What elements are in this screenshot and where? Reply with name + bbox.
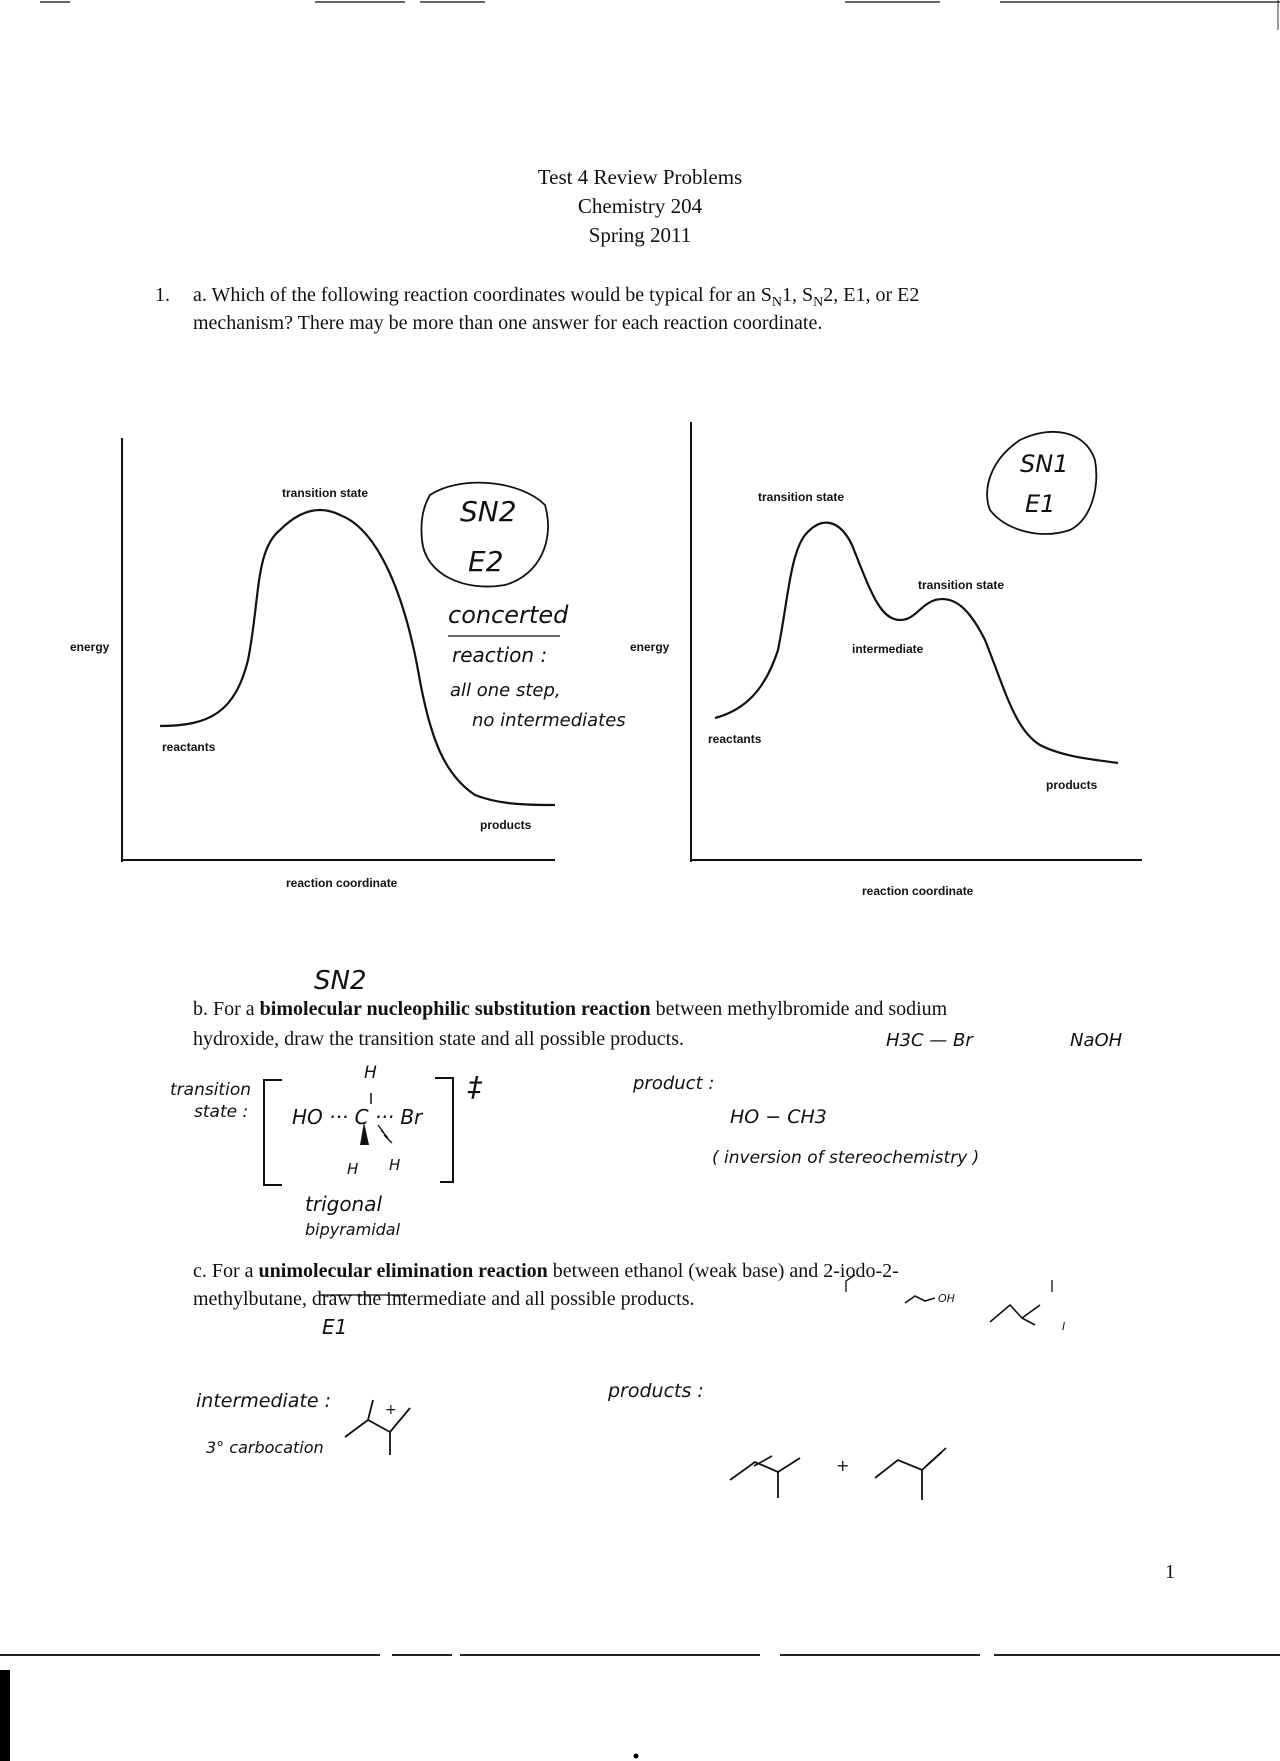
intermediate-skeleton (345, 1420, 390, 1437)
diagram1-answer-e2: E2 (468, 545, 504, 578)
product2-skeleton (875, 1452, 942, 1478)
part-c-text: c. For a unimolecular elimination reaction between ethanol (weak base) and 2-iodo-2- (193, 1260, 899, 1282)
ts-h-right: H (389, 1156, 401, 1174)
ts-core: HO ··· C ··· Br (292, 1105, 423, 1129)
diagram2-reactants-label: reactants (708, 732, 762, 746)
diagram2-xlabel: reaction coordinate (862, 884, 974, 898)
diagram1-transition-state-label: transition state (282, 486, 369, 500)
page-title: Test 4 Review Problems (537, 165, 743, 189)
question-number: 1. (155, 284, 170, 306)
diagram1-answer-sn2: SN2 (460, 495, 517, 528)
diagram2-transition-state2-label: transition state (918, 578, 1005, 592)
diagram1-reactants-label: reactants (162, 740, 216, 754)
question-1a-text-line2: mechanism? There may be more than one answer for each reaction coordinate. (193, 312, 823, 334)
diagram2-products-label: products (1046, 778, 1098, 792)
part-b-reactant-methylbromide: H3C — Br (886, 1030, 973, 1051)
diagram1-note-no-intermediates: no intermediates (472, 710, 626, 731)
ethanol-skeleton (905, 1296, 935, 1303)
product1-skeleton (730, 1458, 800, 1480)
semester: Spring 2011 (588, 223, 692, 247)
diagram2-answer-sn1: SN1 (1020, 450, 1069, 478)
part-b-reactant-naoh: NaOH (1070, 1030, 1123, 1051)
diagram2-energy-label: energy (630, 640, 670, 654)
part-b-hand-label: SN2 (314, 966, 367, 996)
diagram2-intermediate-label: intermediate (852, 642, 924, 656)
part-b-text: b. For a bimolecular nucleophilic substitution reaction between methylbromide and sodium (193, 998, 948, 1020)
carbocation-charge: + (385, 1402, 397, 1418)
carbocation-label: 3° carbocation (206, 1438, 324, 1457)
question-1a-text: a. Which of the following reaction coordinates would be typical for an $S_N1$, $S_N2$, E1, or E2 (193, 284, 920, 310)
diagram1-note-reaction: reaction : (452, 643, 548, 667)
ts-geometry-line2: bipyramidal (305, 1220, 401, 1239)
products-label: products : (608, 1380, 704, 1402)
diagram1-note-one-step: all one step, (450, 680, 561, 701)
diagram1-energy-label: energy (70, 640, 110, 654)
course-name: Chemistry 204 (577, 194, 703, 218)
products-plus: + (836, 1456, 850, 1475)
diagram1-products-label: products (480, 818, 532, 832)
ts-label-line1: transition (170, 1080, 251, 1100)
diagram2-transition-state-label: transition state (758, 490, 845, 504)
part-c-iodo-label: I (1062, 1320, 1066, 1333)
ts-h-top: H (364, 1063, 377, 1083)
product-structure: HO − CH3 (730, 1106, 827, 1128)
page-number: 1 (1165, 1561, 1175, 1583)
diagram2-answer-e1: E1 (1025, 490, 1056, 518)
part-c-e1-label: E1 (322, 1315, 348, 1339)
ts-label-line2: state : (194, 1102, 249, 1122)
ts-h-left: H (347, 1160, 359, 1178)
intermediate-label: intermediate : (196, 1390, 332, 1412)
diagram1-xlabel: reaction coordinate (286, 876, 398, 890)
diagram1-note-concerted: concerted (448, 601, 569, 629)
part-c-text-line2: methylbutane, draw the intermediate and all possible products. (193, 1288, 695, 1310)
iodo-alkane-skeleton (990, 1305, 1040, 1322)
part-c-oh-label: OH (938, 1292, 955, 1305)
ts-double-dagger: ‡ (468, 1070, 482, 1103)
ts-geometry-line1: trigonal (305, 1192, 383, 1216)
product-note: ( inversion of stereochemistry ) (712, 1148, 980, 1168)
product-label: product : (633, 1073, 715, 1094)
part-b-text-line2: hydroxide, draw the transition state and all possible products. (193, 1028, 685, 1050)
